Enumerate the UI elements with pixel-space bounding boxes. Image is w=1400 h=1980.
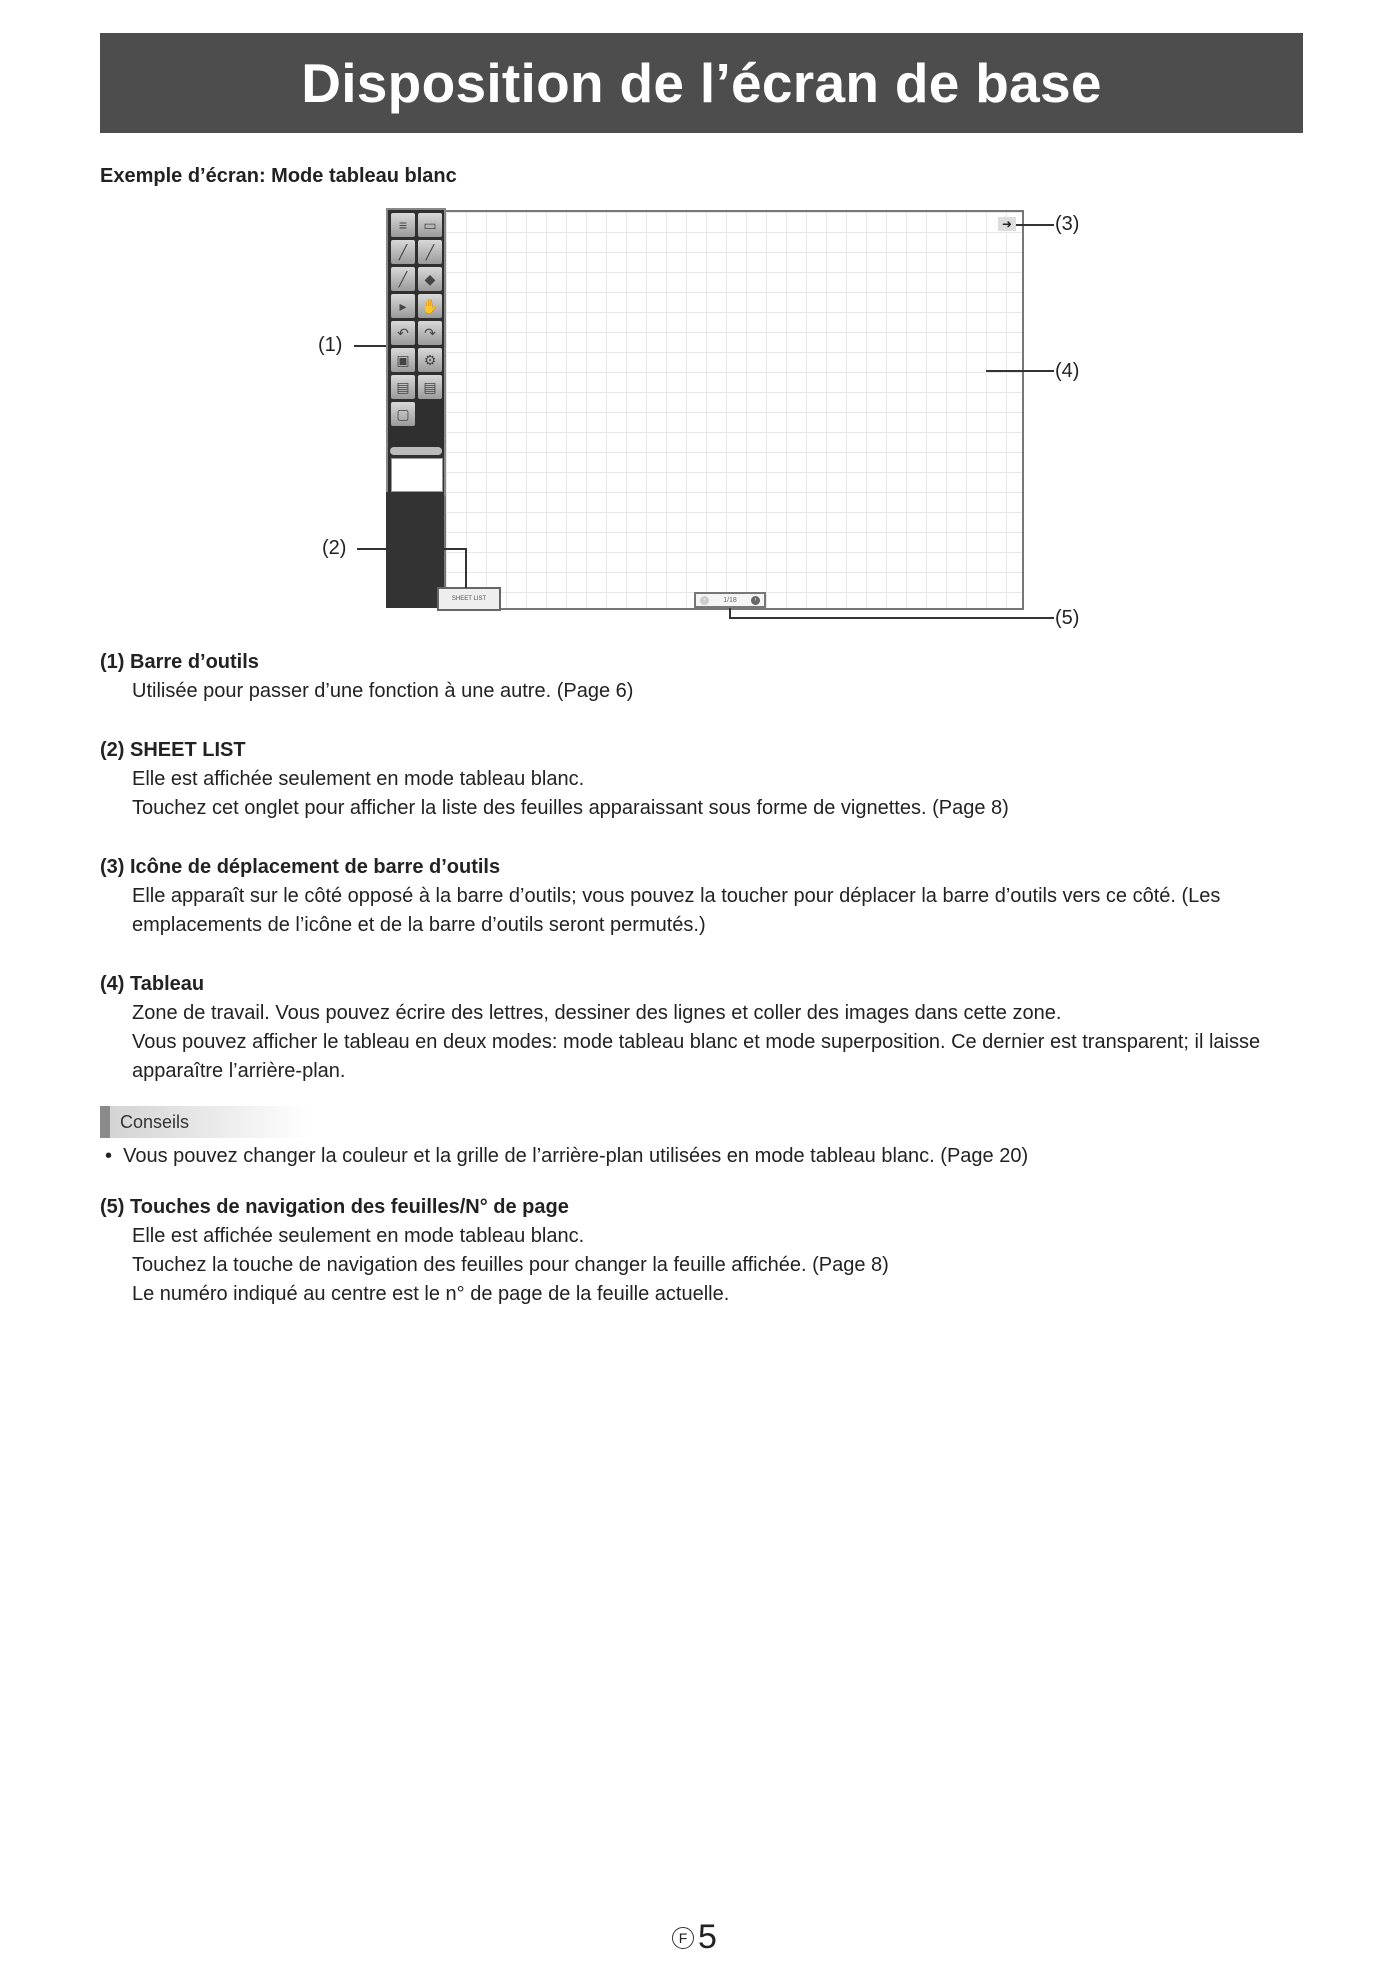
- section-text: Zone de travail. Vous pouvez écrire des lettres, dessiner des lignes et coller des images dans cette zone.: [132, 1002, 1062, 1024]
- section-sheet-list: [100, 736, 1310, 823]
- prev-sheet-button[interactable]: ‹: [700, 596, 709, 605]
- callout-3: (3): [1055, 213, 1080, 235]
- pointer-icon[interactable]: ▸: [391, 294, 415, 318]
- print-alt-icon[interactable]: ▤: [418, 375, 442, 399]
- pen-icon[interactable]: ╱: [391, 240, 415, 264]
- page-number: 5: [698, 1918, 717, 1956]
- screen-figure: [0, 0, 1400, 660]
- redo-icon[interactable]: ↷: [418, 321, 442, 345]
- sheet-navigation-keys: [694, 592, 766, 608]
- page-indicator: 1/18: [723, 596, 737, 604]
- callout-4: (4): [1055, 360, 1080, 382]
- callout-5: (5): [1055, 607, 1080, 629]
- leader-line-2-vert: [465, 548, 467, 588]
- section-text: Utilisée pour passer d’une fonction à une autre. (Page 6): [132, 680, 634, 702]
- screen-icon[interactable]: ▢: [391, 402, 415, 426]
- page-footer: [672, 1918, 717, 1957]
- section-toolbar-move-icon: [100, 853, 1310, 940]
- section-heading: (1) Barre d’outils: [100, 651, 259, 673]
- section-heading: (5) Touches de navigation des feuilles/N° de page: [100, 1196, 569, 1218]
- tips-text: Vous pouvez changer la couleur et la grille de l’arrière-plan utilisées en mode tableau blanc. (Page 20): [123, 1145, 1029, 1167]
- leader-line-3: [1016, 224, 1054, 226]
- marker-icon[interactable]: ╱: [391, 267, 415, 291]
- toolbar-lower-panel: [386, 492, 444, 608]
- print-icon[interactable]: ▤: [391, 375, 415, 399]
- leader-line-4: [986, 370, 1054, 372]
- pen-preview: [391, 458, 443, 492]
- example-label: Exemple d’écran: Mode tableau blanc: [100, 165, 457, 187]
- toolbar-buttons: [391, 213, 442, 426]
- toolbar-move-icon[interactable]: ➜: [998, 217, 1016, 231]
- next-sheet-button[interactable]: ›: [751, 596, 760, 605]
- section-text: Elle est affichée seulement en mode tableau blanc.: [132, 1225, 585, 1247]
- section-heading: (2) SHEET LIST: [100, 739, 246, 761]
- callout-2: (2): [322, 537, 347, 559]
- whiteboard-area[interactable]: [444, 210, 1024, 610]
- leader-line-2: [357, 548, 466, 550]
- section-heading: (4) Tableau: [100, 973, 205, 995]
- hand-icon[interactable]: ✋: [418, 294, 442, 318]
- section-sheet-navigation: [100, 1193, 1310, 1309]
- tips-label: Conseils: [100, 1106, 310, 1138]
- section-text: Vous pouvez afficher le tableau en deux modes: mode tableau blanc et mode superposition. Ce dernier est transparent; il laisse apparaître l’arrière-plan.: [132, 1031, 1261, 1082]
- pen-width-slider[interactable]: [390, 447, 442, 455]
- section-text: Le numéro indiqué au centre est le n° de page de la feuille actuelle.: [132, 1283, 730, 1305]
- leader-line-5: [729, 617, 1054, 619]
- settings-icon[interactable]: ⚙: [418, 348, 442, 372]
- pen-alt-icon[interactable]: ╱: [418, 240, 442, 264]
- bullet-marker: •: [105, 1145, 124, 1167]
- section-heading: (3) Icône de déplacement de barre d’outils: [100, 856, 501, 878]
- menu-icon[interactable]: ≡: [391, 213, 415, 237]
- section-text: Touchez la touche de navigation des feuilles pour changer la feuille affichée. (Page 8): [132, 1254, 889, 1276]
- section-text: Elle est affichée seulement en mode tableau blanc.: [132, 768, 585, 790]
- sheet-list-tab[interactable]: SHEET LIST: [437, 587, 501, 611]
- section-board: [100, 970, 1310, 1086]
- folder-icon[interactable]: ▭: [418, 213, 442, 237]
- save-icon[interactable]: ▣: [391, 348, 415, 372]
- tips-bullet: [105, 1142, 1028, 1171]
- section-toolbar: [100, 648, 1310, 706]
- toolbar: [386, 208, 446, 496]
- page-title: Disposition de l’écran de base: [100, 33, 1303, 133]
- undo-icon[interactable]: ↶: [391, 321, 415, 345]
- section-text: Elle apparaît sur le côté opposé à la barre d’outils; vous pouvez la toucher pour déplacer la barre d’outils vers ce côté. (Les emplacements de l’icône et de la barre d’outils seront permutés.): [132, 885, 1221, 936]
- leader-line-1: [354, 345, 386, 347]
- callout-1: (1): [318, 334, 343, 356]
- language-mark: F: [672, 1927, 694, 1949]
- section-text: Touchez cet onglet pour afficher la liste des feuilles apparaissant sous forme de vignettes. (Page 8): [132, 797, 1009, 819]
- eraser-icon[interactable]: ◆: [418, 267, 442, 291]
- toolbar-spacer: [418, 402, 442, 426]
